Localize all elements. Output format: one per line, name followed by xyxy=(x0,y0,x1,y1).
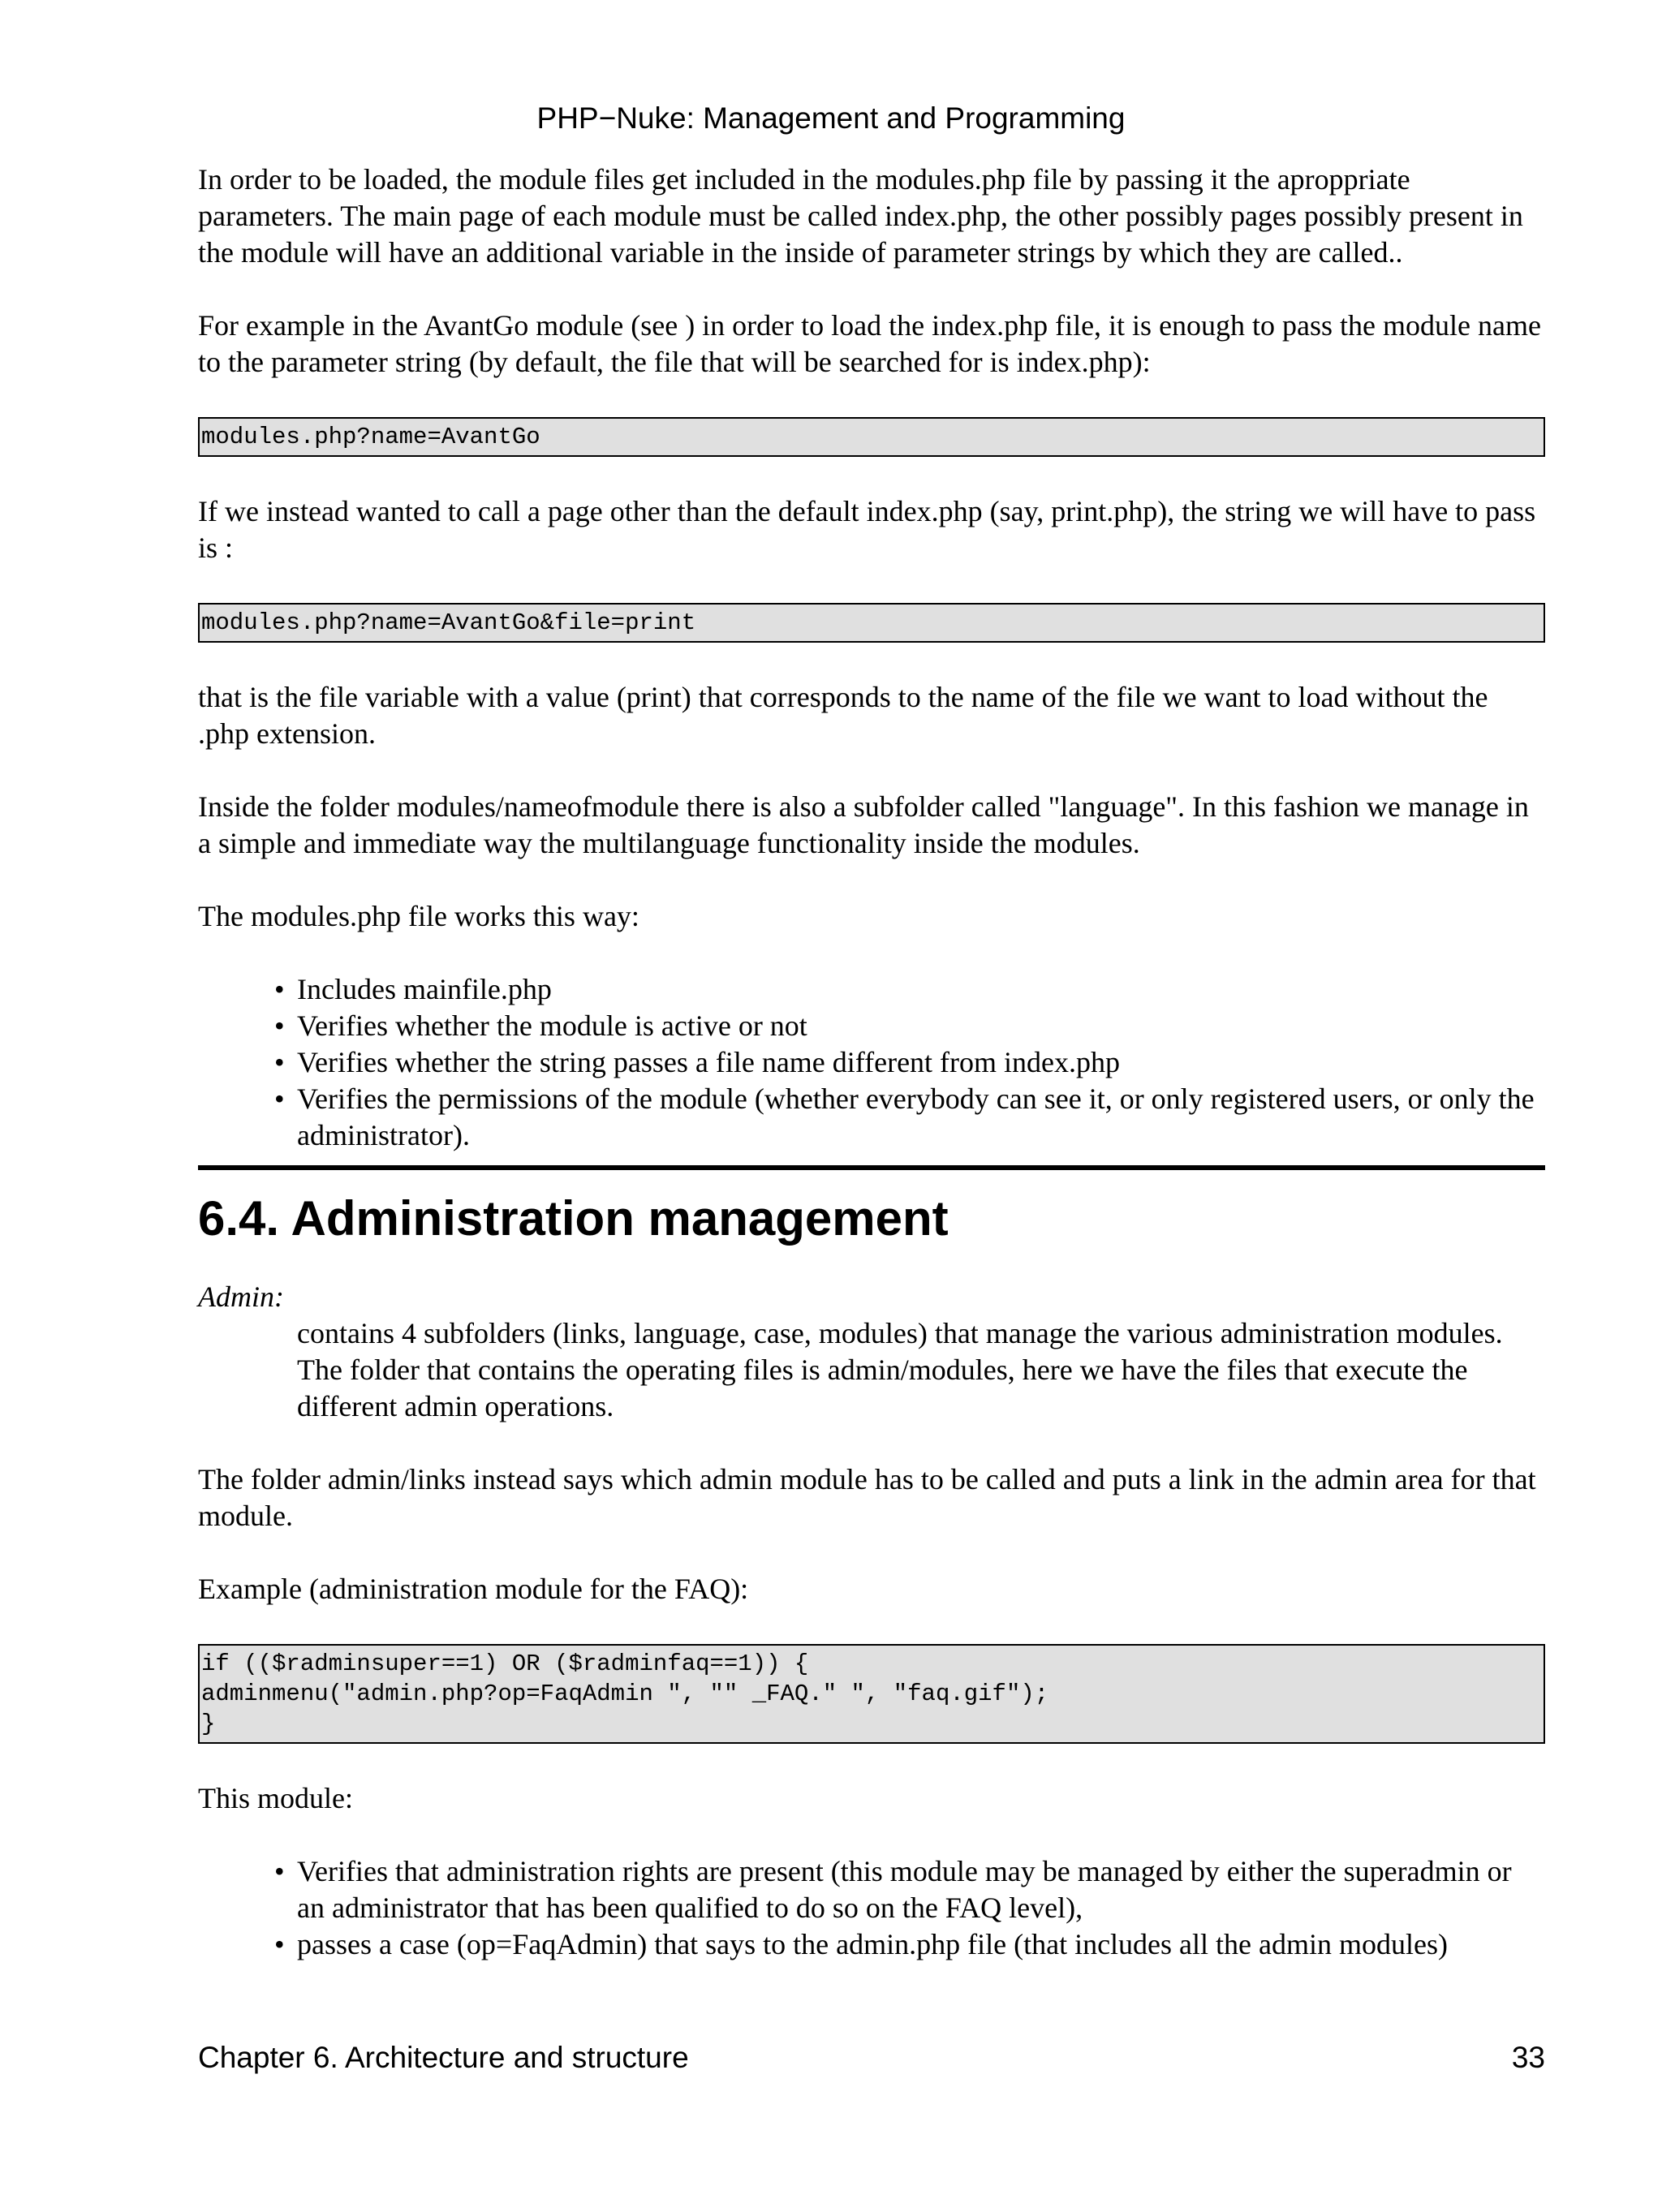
list-item: • Verifies the permissions of the module (whether everybody can see it, or only registered users, or only the administrator). xyxy=(297,1081,1545,1154)
faq-module-list xyxy=(198,1853,1545,1963)
paragraph-loading: In order to be loaded, the module files get included in the modules.php file by passing it the aproppriate parameters. The main page of each module must be called index.php, the other possibly pages possibly present in the module will have an additional variable in the inside of parameter strings by which they are called.. xyxy=(198,163,1523,269)
page-number: 33 xyxy=(1511,2041,1545,2074)
definition-description: contains 4 subfolders (links, language, case, modules) that manage the various administration modules. The folder that contains the operating files is admin/modules, here we have the files that execute the different admin operations. xyxy=(297,1317,1503,1422)
paragraph-language-folder: Inside the folder modules/nameofmodule there is also a subfolder called "language". In this fashion we manage in a simple and immediate way the multilanguage functionality inside the modules. xyxy=(198,790,1529,859)
list-item: • Verifies whether the string passes a file name different from index.php xyxy=(297,1044,1545,1081)
faq-module-list-block xyxy=(198,1853,1545,1963)
code-block-module-file-url: modules.php?name=AvantGo&file=print xyxy=(198,603,1545,643)
modules-steps-list-block xyxy=(198,971,1545,1154)
code-block-module-url: modules.php?name=AvantGo xyxy=(198,417,1545,457)
paragraph-admin-links: The folder admin/links instead says which admin module has to be called and puts a link in the admin area for that module. xyxy=(198,1463,1536,1532)
paragraph-works: The modules.php file works this way: xyxy=(198,900,639,932)
list-item: • Verifies that administration rights are present (this module may be managed by either the superadmin or an administrator that has been qualified to do so on the FAQ level), xyxy=(297,1853,1545,1926)
definition-term: Admin: xyxy=(198,1280,284,1313)
page-content xyxy=(198,161,1545,1963)
paragraph-example-faq: Example (administration module for the FAQ): xyxy=(198,1573,749,1605)
footer-chapter-title: Chapter 6. Architecture and structure xyxy=(198,2041,689,2074)
code-block-faq-admin: if (($radminsuper==1) OR ($radminfaq==1)) { adminmenu("admin.php?op=FaqAdmin ", "" _FAQ." ", "faq.gif"); } xyxy=(198,1644,1545,1744)
section-heading: 6.4. Administration management xyxy=(198,1191,949,1246)
modules-steps-list xyxy=(198,971,1545,1154)
list-item: • Includes mainfile.php xyxy=(297,971,1545,1008)
admin-definition-list xyxy=(198,1279,1545,1425)
paragraph-this-module: This module: xyxy=(198,1782,353,1814)
paragraph-example-avantgo: For example in the AvantGo module (see ) in order to load the index.php file, it is enough to pass the module name to the parameter string (by default, the file that will be searched for is index.php): xyxy=(198,309,1541,378)
section-divider xyxy=(198,1165,1545,1170)
list-item: • Verifies whether the module is active or not xyxy=(297,1008,1545,1044)
running-header: PHP−Nuke: Management and Programming xyxy=(536,101,1126,135)
paragraph-file-variable: that is the file variable with a value (print) that corresponds to the name of the file we want to load without the .php extension. xyxy=(198,681,1488,750)
paragraph-instead: If we instead wanted to call a page other than the default index.php (say, print.php), the string we will have to pass is : xyxy=(198,495,1536,564)
list-item: • passes a case (op=FaqAdmin) that says to the admin.php file (that includes all the admin modules) xyxy=(297,1926,1545,1963)
